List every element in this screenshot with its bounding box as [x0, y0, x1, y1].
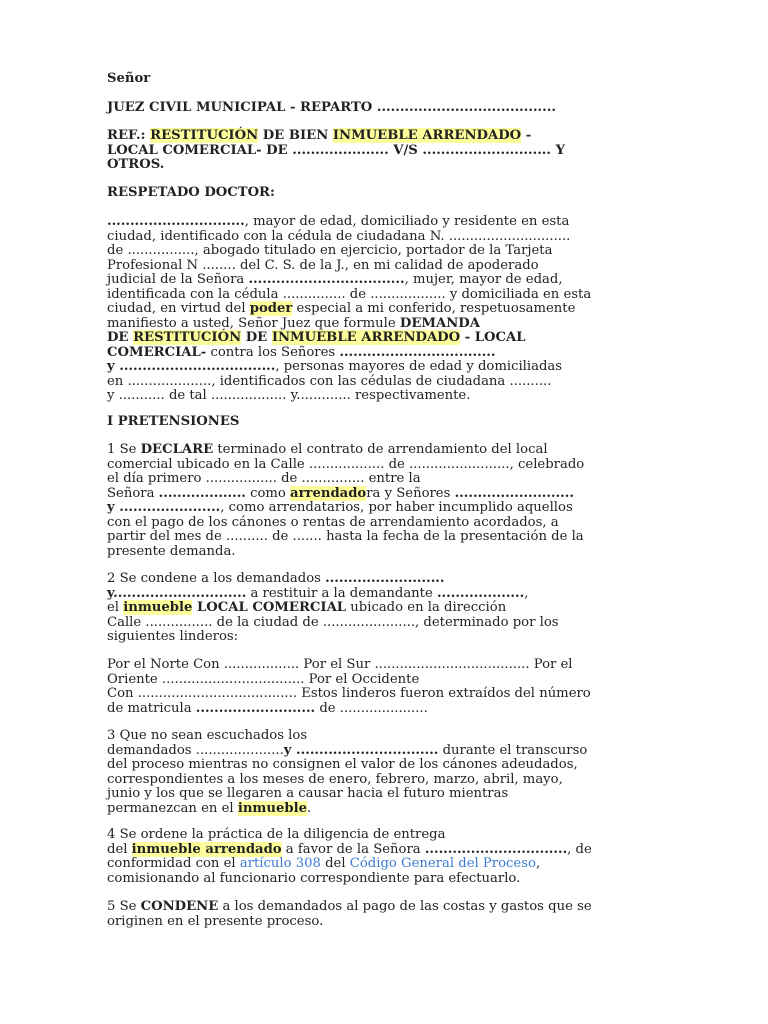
text-run: OTROS.: [107, 157, 165, 172]
text-run: ..................................: [339, 344, 496, 360]
text-run: Por el Norte Con .................. Por el Sur ..................................... Por el: [107, 657, 573, 672]
text-run: de ................, abogado titulado en ejercicio, portador de la Tarjeta: [107, 243, 553, 258]
text-line: [107, 472, 667, 487]
text-run: REF.:: [107, 128, 151, 143]
text-line: [107, 915, 667, 930]
text-run: DEMANDA: [399, 315, 480, 331]
text-line: [107, 375, 667, 390]
text-run: comercial ubicado en la Calle .................. de ........................, celebrado: [107, 456, 585, 472]
text-run: 4 Se ordene la práctica de la diligencia de entrega: [107, 827, 446, 842]
highlighted-term: RESTITUCIÓN: [133, 330, 242, 345]
text-line: [107, 828, 667, 843]
text-run: ,: [524, 585, 529, 601]
text-run: y ........... de tal .................. y............. respectivamente.: [107, 388, 471, 403]
text-line: [107, 601, 667, 616]
text-run: , mujer, mayor de edad,: [404, 272, 563, 287]
heading-pretensiones: [107, 415, 667, 430]
text-line: [107, 802, 667, 817]
text-line: [107, 259, 667, 274]
text-line: [107, 101, 667, 116]
reference-link[interactable]: Código General del Proceso: [349, 856, 536, 871]
text-run: identificada con la cédula ............... de .................. y domiciliada en esta: [107, 286, 592, 302]
greeting: [107, 186, 667, 201]
text-run: especial a mi conferido, respetuosamente: [292, 301, 576, 316]
text-line: [107, 360, 667, 375]
text-run: ..........................: [195, 700, 316, 716]
text-run: del: [107, 841, 132, 857]
highlighted-term: inmueble: [123, 600, 193, 615]
text-run: JUEZ CIVIL MUNICIPAL - REPARTO .......................................: [107, 100, 556, 115]
text-line: [107, 545, 667, 560]
text-line: [107, 331, 667, 346]
text-run: RESPETADO DOCTOR:: [107, 185, 275, 200]
reference-line: [107, 129, 667, 173]
highlighted-term: inmueble arrendado: [131, 841, 282, 857]
highlighted-term: INMUEBLE ARRENDADO: [332, 128, 522, 143]
text-line: [107, 702, 667, 717]
text-run: ciudad, identificado con la cédula de ciudadana N. .............................: [107, 228, 571, 244]
text-run: junio y los que se llegaren a causar hacia el futuro mientras: [107, 786, 509, 801]
text-run: DE BIEN: [258, 128, 333, 143]
text-run: presente demanda.: [107, 543, 236, 559]
text-run: CONDENE: [140, 899, 219, 914]
text-line: [107, 900, 667, 915]
text-run: 5 Se: [107, 899, 141, 914]
text-line: [107, 158, 667, 173]
text-run: el día primero ................. de ............... entre la: [107, 471, 421, 486]
text-run: ...................: [436, 585, 525, 601]
text-run: en ...................., identificados con las cédulas de ciudadana ..........: [107, 373, 552, 389]
highlighted-term: arrendado: [290, 485, 367, 501]
text-run: 2 Se condene a los demandados: [107, 571, 326, 586]
text-run: ,: [535, 856, 541, 871]
text-run: ...............................: [424, 841, 568, 857]
text-run: Señor: [107, 71, 151, 86]
text-run: correspondientes a los meses de enero, febrero, marzo, abril, mayo,: [107, 771, 563, 787]
text-line: [107, 346, 667, 361]
text-line: [107, 516, 667, 531]
text-run: Con ...................................... Estos linderos fueron extraídos del número: [107, 686, 591, 701]
text-run: con el pago de los cánones o rentas de arrendamiento acordados, a: [107, 514, 559, 530]
text-line: [107, 317, 667, 332]
text-run: demandados .....................: [107, 742, 284, 758]
text-run: , como arrendatarios, por haber incumplido aquellos: [220, 500, 573, 515]
highlighted-term: RESTITUCIÓN: [150, 128, 259, 143]
text-run: de matricula: [107, 700, 196, 716]
pretension-2: [107, 572, 667, 645]
pretension-1: [107, 443, 667, 559]
text-run: LOCAL COMERCIAL- DE ..................... V/S ............................ Y: [107, 142, 565, 158]
text-line: [107, 273, 667, 288]
text-run: DECLARE: [140, 442, 214, 457]
text-run: judicial de la Señora: [107, 272, 249, 287]
text-run: y ......................: [107, 500, 221, 515]
text-run: -: [521, 128, 532, 143]
text-line: [107, 630, 667, 645]
text-run: del proceso mientras no consignen el valor de los cánones adeudados,: [107, 757, 578, 772]
text-line: [107, 773, 667, 788]
text-line: [107, 215, 667, 230]
text-line: [107, 758, 667, 773]
text-line: [107, 658, 667, 673]
text-run: y ...............................: [283, 742, 439, 758]
text-run: , mayor de edad, domiciliado y residente en esta: [244, 214, 570, 229]
text-line: [107, 787, 667, 802]
text-run: , personas mayores de edad y domiciliadas: [275, 359, 563, 374]
text-run: DE: [241, 330, 272, 345]
text-run: Oriente .................................. Por el Occidente: [107, 671, 420, 687]
text-line: [107, 744, 667, 759]
text-run: originen en el presente proceso.: [107, 913, 324, 929]
text-run: comisionando al funcionario correspondiente para efectuarlo.: [107, 870, 521, 886]
text-run: ...................: [158, 485, 246, 501]
text-run: Profesional N ........ del C. S. de la J., en mi calidad de apoderado: [107, 257, 539, 273]
intro-paragraph: [107, 215, 667, 404]
text-run: , de: [567, 841, 592, 857]
text-run: LOCAL COMERCIAL: [192, 600, 347, 615]
text-line: [107, 729, 667, 744]
text-run: terminado el contrato de arrendamiento del local: [213, 442, 548, 457]
text-run: ubicado en la dirección: [346, 600, 507, 615]
text-run: ..............................: [107, 214, 245, 229]
text-line: [107, 673, 667, 688]
text-run: a restituir a la demandante: [246, 585, 437, 601]
text-run: manifiesto a usted, Señor Juez que formule: [107, 315, 400, 331]
text-run: 1 Se: [107, 442, 141, 457]
text-run: partir del mes de .......... de ....... hasta la fecha de la presentación de la: [107, 529, 584, 544]
text-line: [107, 487, 667, 502]
text-line: [107, 843, 667, 858]
text-line: [107, 129, 667, 144]
reference-link[interactable]: artículo 308: [239, 856, 321, 871]
text-run: contra los Señores: [206, 344, 340, 360]
text-line: [107, 443, 667, 458]
pretension-3: [107, 729, 667, 816]
text-run: a los demandados al pago de las costas y gastos que se: [218, 899, 592, 914]
text-run: y.............................: [107, 585, 247, 601]
text-line: [107, 415, 667, 430]
text-run: ciudad, en virtud del: [107, 301, 250, 316]
text-run: conformidad con el: [107, 856, 240, 871]
text-line: [107, 186, 667, 201]
text-run: siguientes linderos:: [107, 629, 239, 644]
text-line: [107, 501, 667, 516]
highlighted-term: INMUEBLE ARRENDADO: [271, 330, 461, 345]
pretension-5: [107, 900, 667, 929]
addressee: [107, 101, 667, 116]
text-run: ..................................: [248, 272, 405, 287]
text-run: y ..................................: [107, 359, 276, 374]
text-line: [107, 244, 667, 259]
text-run: ..........................: [454, 485, 574, 501]
text-line: [107, 144, 667, 159]
text-line: [107, 587, 667, 602]
text-run: permanezcan en el: [107, 800, 238, 816]
text-run: de .....................: [315, 700, 428, 716]
text-run: .: [306, 800, 312, 816]
text-line: [107, 230, 667, 245]
text-line: [107, 872, 667, 887]
highlighted-term: inmueble: [237, 800, 307, 816]
text-run: COMERCIAL-: [107, 344, 207, 360]
text-line: [107, 72, 667, 87]
salutation: [107, 72, 667, 87]
text-run: Señora: [107, 485, 159, 501]
text-line: [107, 389, 667, 404]
text-run: - LOCAL: [460, 330, 526, 345]
text-run: DE: [107, 330, 134, 345]
boundaries-paragraph: [107, 658, 667, 716]
highlighted-term: poder: [249, 301, 293, 316]
text-run: el: [107, 600, 124, 615]
text-run: durante el transcurso: [438, 742, 588, 758]
text-line: [107, 458, 667, 473]
text-run: ra y Señores: [366, 485, 455, 501]
text-line: [107, 687, 667, 702]
text-run: del: [320, 856, 350, 871]
pretension-4: [107, 828, 667, 886]
text-run: ..........................: [325, 571, 445, 586]
text-run: 3 Que no sean escuchados los: [107, 728, 308, 743]
text-line: [107, 616, 667, 631]
text-line: [107, 572, 667, 587]
text-run: a favor de la Señora: [281, 841, 425, 857]
text-run: Calle ................ de la ciudad de ......................, determinado por los: [107, 614, 559, 630]
text-run: como: [245, 485, 291, 501]
text-run: I PRETENSIONES: [107, 414, 240, 429]
text-line: [107, 530, 667, 545]
text-line: [107, 302, 667, 317]
text-line: [107, 288, 667, 303]
text-line: [107, 857, 667, 872]
